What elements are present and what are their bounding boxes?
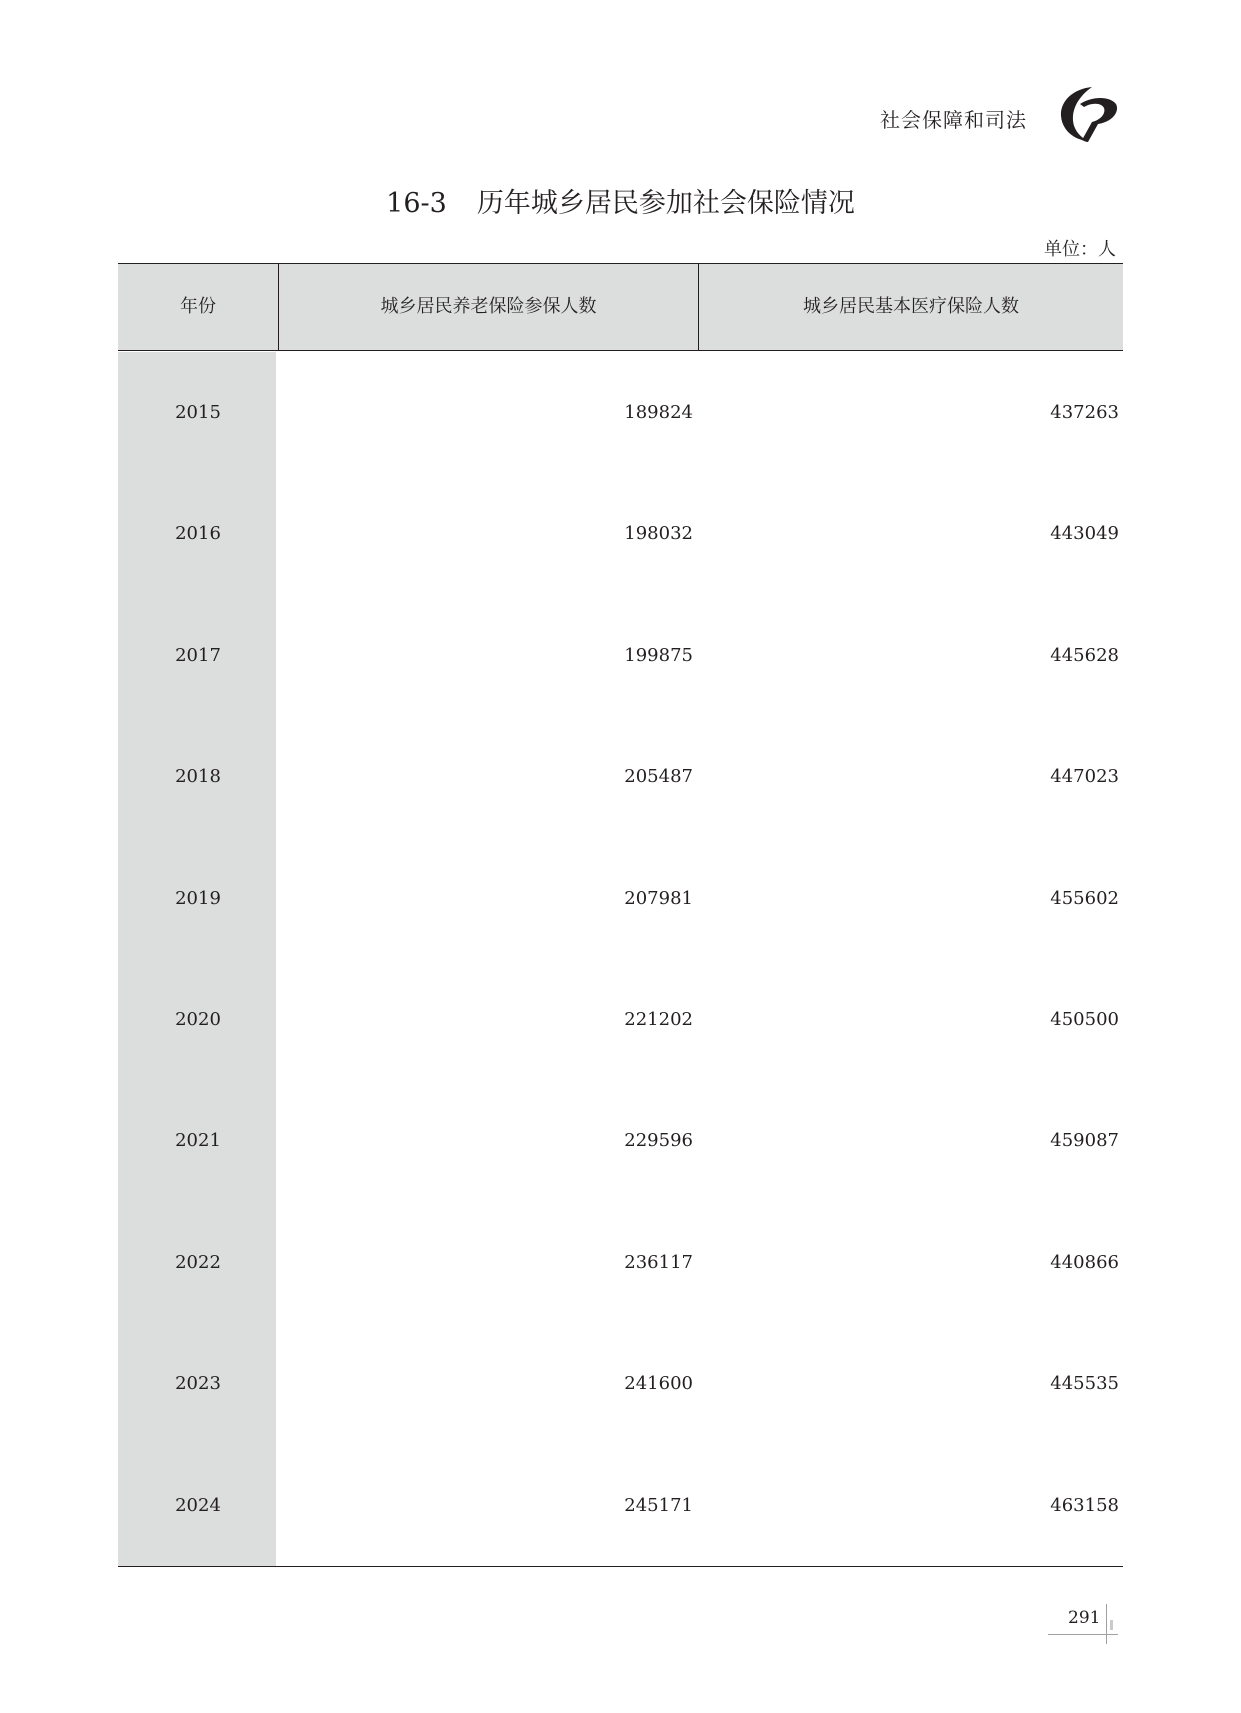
running-head-section: 社会保障和司法 [880,108,1027,132]
cell-year: 2024 [175,1494,221,1516]
table-row [118,473,1123,594]
cell-medical: 443049 [1050,523,1119,545]
cell-pension: 221202 [624,1008,693,1030]
cell-pension: 241600 [624,1373,693,1395]
data-table [118,263,1123,1567]
cell-pension: 229596 [624,1130,693,1152]
cell-pension: 205487 [624,766,693,788]
table-title-text: 历年城乡居民参加社会保险情况 [476,188,855,219]
statistics-logo-icon [1058,84,1120,144]
cell-medical: 440866 [1050,1251,1119,1273]
unit-label: 单位：人 [1044,239,1116,260]
table-row [118,838,1123,959]
page-number-rule [1048,1634,1118,1635]
table-row [118,1202,1123,1323]
column-header-pension: 城乡居民养老保险参保人数 [278,264,698,350]
cell-pension: 198032 [624,523,693,545]
cell-year: 2022 [175,1251,221,1273]
cell-medical: 463158 [1050,1494,1119,1516]
table-header [118,264,1123,351]
table-row [118,959,1123,1080]
cell-year: 2017 [175,644,221,666]
cell-pension: 236117 [624,1251,693,1273]
cell-medical: 445628 [1050,644,1119,666]
page-number-divider [1106,1604,1107,1644]
table-number: 16-3 [386,188,447,219]
cell-year: 2023 [175,1373,221,1395]
table-row [118,352,1123,473]
cell-pension: 207981 [624,887,693,909]
cell-medical: 437263 [1050,402,1119,423]
table-row [118,1323,1123,1444]
cell-medical: 447023 [1050,766,1119,788]
table-body [118,352,1123,1566]
cell-pension: 199875 [624,644,693,666]
column-header-year: 年份 [180,296,216,317]
cell-pension: 245171 [624,1494,693,1516]
page-number: 291 [1068,1608,1101,1628]
cell-year: 2020 [175,1008,221,1030]
column-header-medical: 城乡居民基本医疗保险人数 [698,264,1123,350]
table-title [0,181,1241,220]
cell-year: 2018 [175,766,221,788]
cell-year: 2016 [175,523,221,545]
cell-medical: 455602 [1050,887,1119,909]
table-row [118,595,1123,716]
cell-year: 2021 [175,1130,221,1152]
table-row [118,1445,1123,1566]
cell-medical: 450500 [1050,1008,1119,1030]
page-edge-mark [1110,1620,1113,1630]
cell-medical: 459087 [1050,1130,1119,1152]
table-row [118,1080,1123,1201]
table-row [118,716,1123,837]
cell-medical: 445535 [1050,1373,1119,1395]
cell-pension: 189824 [624,402,693,423]
cell-year: 2015 [175,402,221,423]
cell-year: 2019 [175,887,221,909]
